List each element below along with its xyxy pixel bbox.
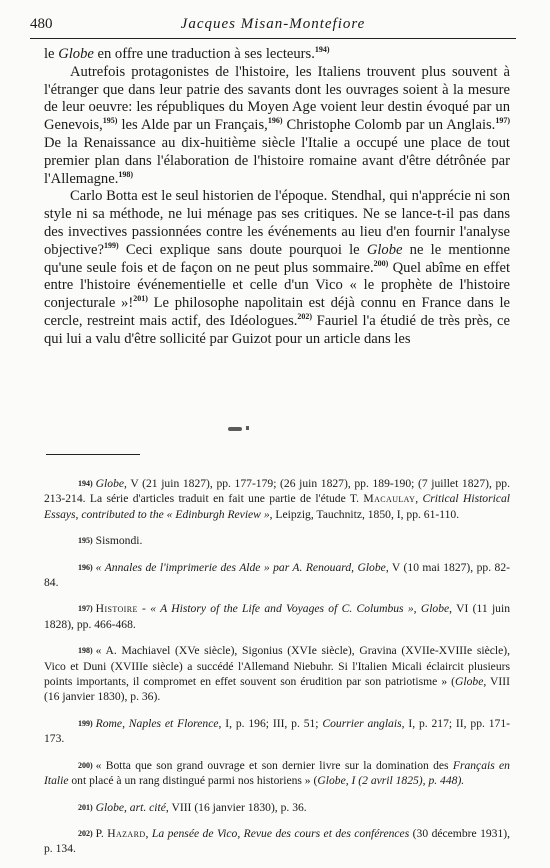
footnote-ref: 200): [373, 258, 389, 268]
text-run: , VIII (16 janvier 1830), p. 36.: [165, 800, 307, 814]
text-run: le: [44, 46, 59, 62]
text-run: Le philosophe napolitain est déjà connu en France dans le cercle, restreint mais actif, des Idéologues.: [44, 295, 510, 329]
footnote-number: 196): [78, 562, 93, 572]
paragraph-1: [44, 46, 510, 64]
text-run: Hazard: [107, 826, 146, 840]
main-text: [44, 46, 510, 349]
text-run: les Alde par un Français,: [117, 117, 268, 134]
text-run: Autrefois protagonistes de l'histoire, les Italiens trouvent plus souvent à l'étranger que dans leur patrie des savants dont les ouvrages soient à la mesure de leur oeuvre: les républiques du Moyen Age voient leur destin évoqué par un Genevois,: [44, 63, 510, 134]
footnote-199: [44, 716, 510, 747]
text-run: , I, p. 217; II, pp. 171-173.: [44, 716, 510, 746]
text-run: Globe, art. cité: [95, 800, 166, 814]
text-run: , Leipzig, Tauchnitz, 1850, I, pp. 61-110.: [269, 507, 460, 521]
text-run: Globe, I (2 avril 1825), p. 448).: [317, 774, 465, 788]
ink-smudge: [246, 426, 249, 430]
text-run: , VI (11 juin 1828), pp. 466-468.: [44, 602, 510, 631]
text-run: ,: [145, 826, 152, 840]
text-run: Globe: [366, 241, 403, 258]
running-header: [30, 14, 516, 39]
footnote-number: 199): [78, 718, 93, 728]
text-run: Courrier anglais: [322, 716, 402, 730]
footnote-202: [44, 826, 510, 857]
footnote-number: 197): [78, 604, 93, 614]
text-run: Ceci explique sans doute pourquoi le: [118, 241, 367, 258]
text-run: Français en Italie: [44, 758, 510, 788]
text-run: Macaulay: [363, 492, 416, 506]
footnote-ref: 198): [118, 169, 134, 179]
text-run: -: [137, 602, 151, 616]
text-run: P.: [95, 826, 108, 840]
text-run: « A History of the Life and Voyages of C. Columbus », Globe: [150, 602, 450, 616]
text-run: en offre une traduction à ses lecteurs.: [93, 46, 315, 62]
footnote-196: [44, 560, 510, 591]
footnote-197: [44, 601, 510, 632]
ink-smudge: [228, 427, 242, 431]
footnote-195: [44, 533, 510, 548]
footnote-ref: 202): [297, 312, 313, 322]
text-run: , VIII (16 janvier 1830), p. 36).: [44, 675, 511, 704]
text-run: ne le mentionne qu'une seule fois et de façon on ne peut plus sommaire.: [44, 241, 510, 276]
text-run: , V (21 juin 1827), pp. 177-179; (26 juin 1827), pp. 189-190; (7 juillet 1827), pp. 213-214. La série d'articles traduit en fait une partie de l'étude T.: [44, 477, 510, 506]
text-run: Sismondi.: [95, 534, 143, 548]
text-run: Histoire: [95, 602, 138, 616]
footnote-number: 194): [78, 479, 93, 488]
text-run: Globe: [58, 46, 94, 62]
text-run: La pensée de Vico, Revue des cours et des conférences: [151, 826, 410, 840]
footnote-number: 198): [78, 646, 93, 656]
footnote-ref: 196): [267, 116, 283, 126]
text-run: ont placé à un rang distingué parmi nos historiens » (: [68, 774, 318, 788]
footnote-ref: 199): [103, 240, 119, 250]
footnote-number: 201): [78, 802, 93, 812]
footnote-number: 202): [78, 828, 93, 838]
footnote-number: 200): [78, 760, 93, 770]
footnote-194: [44, 476, 510, 522]
text-run: De la Renaissance au dix-huitième siècle l'Italie a occupé une place de tout premier plan dans l'élaboration de l'histoire romaine avant d'être détrônée par l'Allemagne.: [44, 134, 510, 187]
footnote-ref: 201): [133, 294, 148, 304]
footnote-ref: 194): [314, 45, 330, 55]
footnote-number: 195): [78, 536, 93, 546]
footnote-198: [44, 643, 510, 705]
footnote-200: [44, 758, 510, 789]
text-run: Fauriel l'a étudié de très près, ce qui lui a valu d'être sollicité par Guizot pour un article dans les: [44, 312, 510, 347]
text-run: « A. Machiavel (XVe siècle), Sigonius (XVIe siècle), Gravina (XVIIe-XVIIIe siècle), Vico et Duni (XVIIIe siècle) a succédé l'Allemand Niebuhr. Si l'Italien Micali éclaircit plusieurs points importants, il compromet en effet souvent son érudition par son patriotisme » (: [44, 644, 510, 689]
text-run: Critical Historical Essays, contributed to the « Edinburgh Review »: [44, 492, 510, 521]
text-run: (30 décembre 1931), p. 134.: [44, 826, 511, 856]
text-run: Rome, Naples et Florence: [95, 716, 219, 730]
footnotes: [44, 476, 510, 868]
running-title: Jacques Misan-Montefiore: [180, 16, 366, 32]
text-run: « Botta que son grand ouvrage et son dernier livre sur la domination des: [95, 758, 453, 772]
text-run: Christophe Colomb par un Anglais.: [282, 117, 496, 134]
page-number: 480: [30, 16, 53, 32]
text-run: Carlo Botta est le seul historien de l'époque. Stendhal, qui n'apprécie ni son style ni sa méthode, ne lui ménage pas ses critiques. Ne se lance-t-il pas dans des invectives passionnées contre les événements au lieu d'en fournir l'analyse objective?: [44, 188, 510, 258]
footnote-201: [44, 800, 510, 815]
text-run: , V (10 mai 1827), pp. 82-84.: [44, 560, 510, 590]
text-run: , I, p. 196; III, p. 51;: [218, 716, 323, 730]
text-run: Globe: [455, 675, 484, 689]
paragraph-2: [44, 64, 510, 189]
text-run: ,: [415, 492, 423, 506]
text-run: « Annales de l'imprimerie des Alde » par A. Renouard, Globe: [95, 560, 386, 574]
text-run: Quel abîme en effet entre l'histoire événementielle et celle d'un Vico « le prophète de l'histoire conjecturale »!: [44, 259, 511, 312]
paragraph-3: [44, 188, 510, 348]
footnote-ref: 197): [495, 116, 510, 126]
text-run: Globe: [95, 477, 125, 490]
footnote-ref: 195): [102, 116, 118, 126]
footnote-separator: [46, 454, 140, 455]
